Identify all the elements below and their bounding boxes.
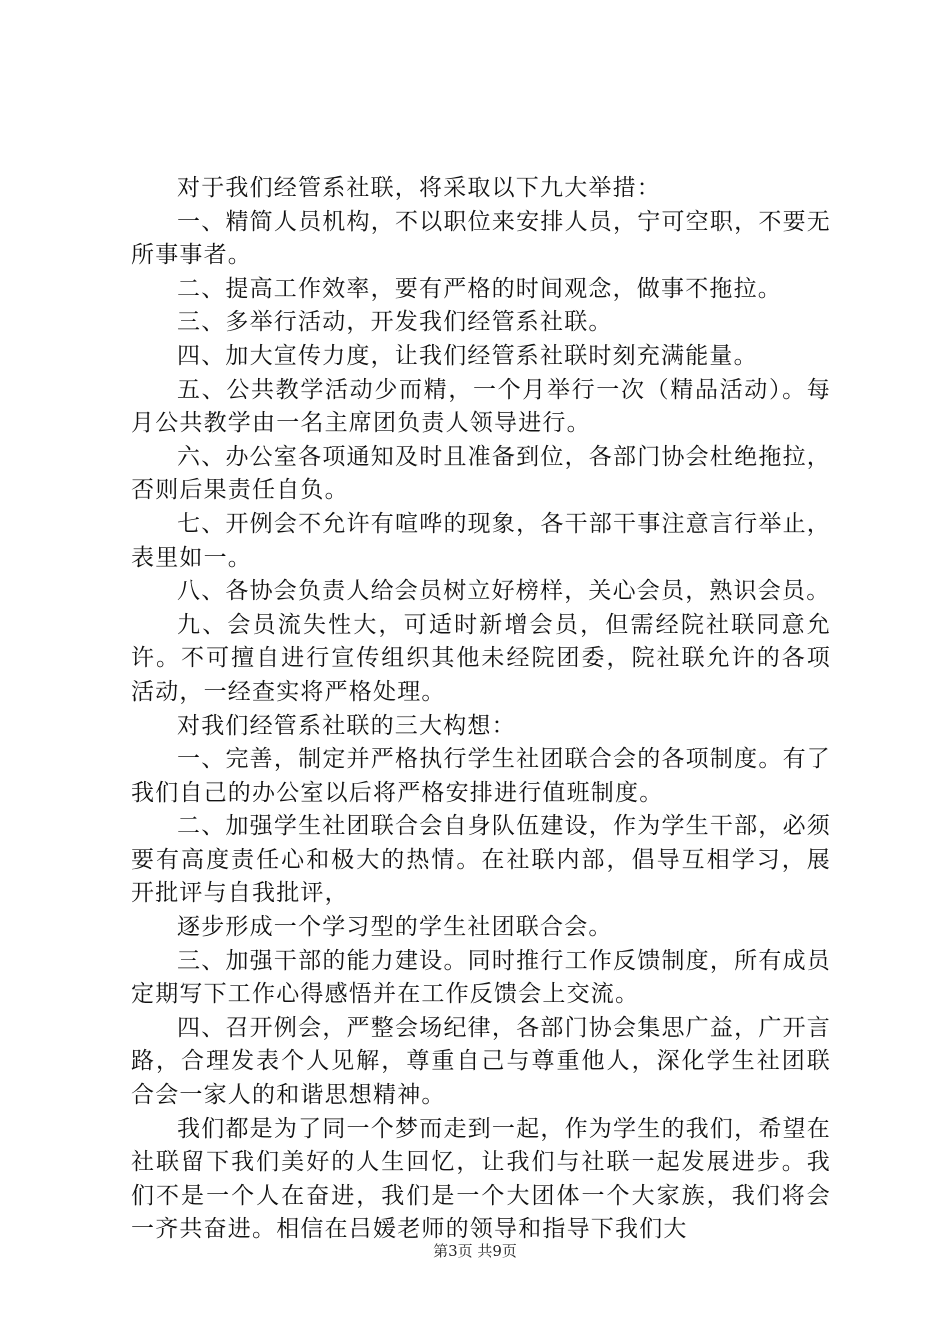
paragraph: 四、加大宣传力度，让我们经管系社联时刻充满能量。 — [177, 342, 758, 369]
paragraph: 一、完善，制定并严格执行学生社团联合会的各项制度。有了我们自己的办公室以后将严格安排进行值班制度。 — [131, 746, 831, 806]
paragraph: 九、会员流失性大，可适时新增会员，但需经院社联同意允许。不可擅自进行宣传组织其他未经院团委，院社联允许的各项活动，一经查实将严格处理。 — [131, 611, 831, 705]
paragraph: 对于我们经管系社联，将采取以下九大举措： — [177, 175, 661, 201]
paragraph: 四、召开例会，严整会场纪律，各部门协会集思广益，广开言路，合理发表个人见解，尊重自己与尊重他人，深化学生社团联合会一家人的和谐思想精神。 — [131, 1014, 831, 1109]
paragraph: 三、加强干部的能力建设。同时推行工作反馈制度，所有成员定期写下工作心得感悟并在工作反馈会上交流。 — [131, 947, 831, 1008]
paragraph: 一、精简人员机构，不以职位来安排人员，宁可空职，不要无所事事者。 — [131, 208, 831, 269]
document-body — [131, 172, 831, 1247]
paragraph: 六、办公室各项通知及时且准备到位，各部门协会杜绝拖拉，否则后果责任自负。 — [131, 443, 831, 504]
paragraph: 五、公共教学活动少而精，一个月举行一次（精品活动）。每月公共教学由一名主席团负责人领导进行。 — [131, 376, 831, 437]
paragraph: 七、开例会不允许有喧哗的现象，各干部干事注意言行举止，表里如一。 — [131, 510, 831, 571]
paragraph: 二、加强学生社团联合会自身队伍建设，作为学生干部，必须要有高度责任心和极大的热情。在社联内部，倡导互相学习，展开批评与自我批评， — [131, 813, 831, 907]
paragraph: 三、多举行活动，开发我们经管系社联。 — [177, 309, 613, 336]
paragraph: 我们都是为了同一个梦而走到一起，作为学生的我们，希望在社联留下我们美好的人生回忆，让我们与社联一起发展进步。我们不是一个人在奋进，我们是一个大团体一个大家族，我们将会一齐共奋进。相信在吕媛老师的领导和指导下我们大 — [131, 1115, 831, 1243]
paragraph: 对我们经管系社联的三大构想： — [177, 712, 516, 739]
paragraph: 二、提高工作效率，要有严格的时间观念，做事不拖拉。 — [177, 275, 782, 302]
page-footer — [0, 1240, 950, 1261]
page-number: 第3页 共9页 — [433, 1242, 517, 1260]
paragraph: 逐步形成一个学习型的学生社团联合会。 — [177, 914, 613, 941]
paragraph: 八、各协会负责人给会员树立好榜样，关心会员，熟识会员。 — [177, 578, 831, 605]
